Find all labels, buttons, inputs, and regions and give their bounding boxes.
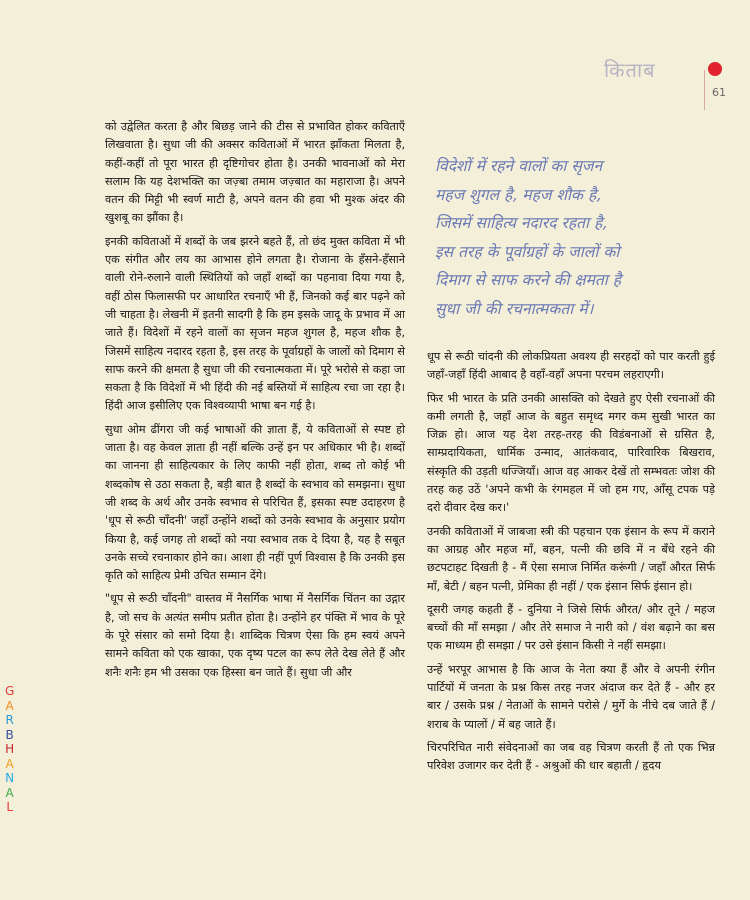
right-paragraph-6: चिरपरिचित नारी संवेदनाओं का जब वह चित्रण करती हैं तो एक भिन्न परिवेश उजागर कर देती हैं - अश्रुओं की धार बहाती / हृदय [427,740,715,773]
brand-letter: A [5,756,14,771]
right-paragraph-2: फिर भी भारत के प्रति उनकी आसक्ति को देखते हुए ऐसी रचनाओं की कमी लगती है, जहाँ आज के बहुत समृध्द मगर कम सुखी भारत का जिक्र हो। आज यह देश तरह-तरह की विडंबनाओं से ग्रसित है, साम्प्रदायिकता, धार्मिक उन्माद, आतंकवाद, पारिवारिक बिखराव, संस्कृति की उड़ती धज्जियाँ। आज वह आकर देखें तो सम्भवतः जोश की तरह कह उठें 'अपने कभी के रंगमहल में जो हम गए, आँसू टपक पड़े दरो दीवार देख कर।' [427,391,715,515]
pull-quote-line: सुधा जी की रचनात्मकता में। [435,299,594,318]
brand-letter: L [6,800,13,814]
brand-letter: R [5,713,14,727]
brand-letter: B [5,727,14,742]
left-paragraph-2: इनकी कविताओं में शब्दों के जब झरने बहते हैं, तो छंद मुक्त कविता में भी एक संगीत और लय का आभास होने लगता है। रोजाना के हँसने-हँसाने वाली रोने-रुलाने वाली स्थितियों को जहाँ शब्दों का पहनावा दिया गया है, वहीं ठोस फिलासफी पर आधारित रचनाएँ भी हैं, जिनको कई बार पढ़ने को जी चाहता है। लेखनी में इतनी सादगी है कि हम इसके जादू के प्रभाव में आ जाते हैं। विदेशों में रहने वालों का सृजन महज शुगल है, महज शौक है, जिसमें साहित्य नदारद रहता है, इस तरह के पूर्वाग्रहों के जालों को दिमाग से साफ करने की क्षमता है सुधा जी की रचनात्मकता में। पूरे भरोसे से कहा जा सकता है कि विदेशों में भी हिंदी की नई बस्तियों में साहित्य रचा जा रहा है। हिंदी आज इसीलिए एक विश्वव्यापी भाषा बन गई है। [105,234,405,413]
pull-quote [435,152,720,323]
right-paragraph-5: उन्हें भरपूर आभास है कि आज के नेता क्या हैं और वे अपनी रंगीन पार्टियों में जनता के प्रश्न किस तरह नजर अंदाज कर देते हैं - और हर बार / उसके प्रश्न / नेताओं के सामने परोसे / मुर्गे के नीचे दब जाते हैं / शराब के प्यालों / में बह जाते हैं। [427,662,715,731]
brand-letter: A [5,698,14,713]
left-column [105,118,405,687]
brand-letter: N [5,771,15,785]
page-number: 61 [712,86,726,99]
magazine-brand-vertical [5,684,14,815]
top-margin [0,0,750,58]
header-divider [704,70,705,110]
pull-quote-line: जिसमें साहित्य नदारद रहता है, [435,214,608,232]
pull-quote-line: विदेशों में रहने वालों का सृजन [435,157,603,175]
right-paragraph-1: धूप से रूठी चांदनी की लोकप्रियता अवश्य ही सरहदों को पार करती हुई जहाँ-जहाँ हिंदी आबाद है वहाँ-वहाँ अपना परचम लहराएगी। [427,350,715,382]
left-paragraph-3: सुधा ओम ढींगरा जी कई भाषाओं की ज्ञाता हैं, ये कविताओं से स्पष्ट हो जाता है। वह केवल ज्ञाता ही नहीं बल्कि उन्हें इन पर अधिकार भी है। शब्दों का जानना ही साहित्यकार के लिए काफी नहीं होता, शब्द तो कोई भी शब्दकोष से उठा सकता है, बड़ी बात है शब्दों के स्वभाव को समझना। सुधा जी शब्द के अर्थ और उनके स्वभाव से परिचित हैं, इसका स्पष्ट उदाहरण है 'धूप से रूठी चाँदनी' जहाँ उन्होंने शब्दों को उनके स्वभाव के अनुसार प्रयोग किया है, कई जगह तो शब्दों को नया स्वभाव तक दे दिया है, यह है सबूत उनके सच्चे रचनाकार होने का। आशा ही नहीं पूर्ण विश्वास है कि उनकी इस कृति को साहित्य प्रेमी उचित सम्मान देंगे। [105,422,405,583]
brand-letter: H [5,742,15,756]
right-paragraph-3: उनकी कविताओं में जाबजा स्त्री की पहचान एक इंसान के रूप में कराने का आग्रह और महज माँ, बहन, पत्नी की छवि में न बँधे रहने की छटपटाहट दिखती है - मैं ऐसा समाज निर्मित करूंगी / जहाँ औरत सिर्फ माँ, बेटी / बहन पत्नी, प्रेमिका ही नहीं / एक इंसान सिर्फ इंसान हो। [427,524,715,593]
brand-letter: G [5,684,15,698]
pull-quote-line: महज शुगल है, महज शौक है, [435,185,602,204]
brand-letter: A [5,785,14,800]
left-paragraph-1: को उद्वेलित करता है और बिछड़ जाने की टीस से प्रभावित होकर कविताएँ लिखवाता है। सुधा जी की अक्सर कविताओं में भारत झाँकता मिलता है, कहीं-कहीं तो पूरा भारत ही दृष्टिगोचर होता है। उनकी भावनाओं को मेरा सलाम कि यह देशभक्ति का जज़्बा तमाम जज़्बात का महाराजा है। अपने वतन की मिट्टी भी स्वर्ण माटी है, अपने वतन की हवा भी मुश्क अंदर की खुशबू का झौंका है। [105,120,405,225]
pull-quote-line: इस तरह के पूर्वाग्रहों के जालों को [435,242,620,261]
pull-quote-line: दिमाग से साफ करने की क्षमता है [435,271,622,289]
right-column [427,348,715,781]
left-paragraph-4: "धूप से रूठी चाँदनी" वास्तव में नैसर्गिक भाषा में नैसर्गिक चिंतन का उद्गार है, जो सच के अत्यंत समीप प्रतीत होता है। उन्होंने हर पंक्ति में भाव के पूरे के पूरे संसार को समो दिया है। शाब्दिक चित्रण ऐसा कि हम स्वयं अपने सामने कविता को एक खाका, एक दृष्य पटल का रूप लेते देख लेते हैं और शनैः शनैः हम भी उसका एक हिस्सा बन जाते हैं। सुधा जी और [105,592,405,679]
right-paragraph-4: दूसरी जगह कहती हैं - दुनिया ने जिसे सिर्फ औरत/ और तूने / महज बच्चों की माँ समझा / और तेरे समाज ने नारी को / वंश बढ़ाने का बस एक माध्यम ही समझा / पर उसे इंसान किसी ने नहीं समझा। [427,602,715,653]
section-title: किताब [604,58,656,82]
red-dot-icon [708,62,722,76]
